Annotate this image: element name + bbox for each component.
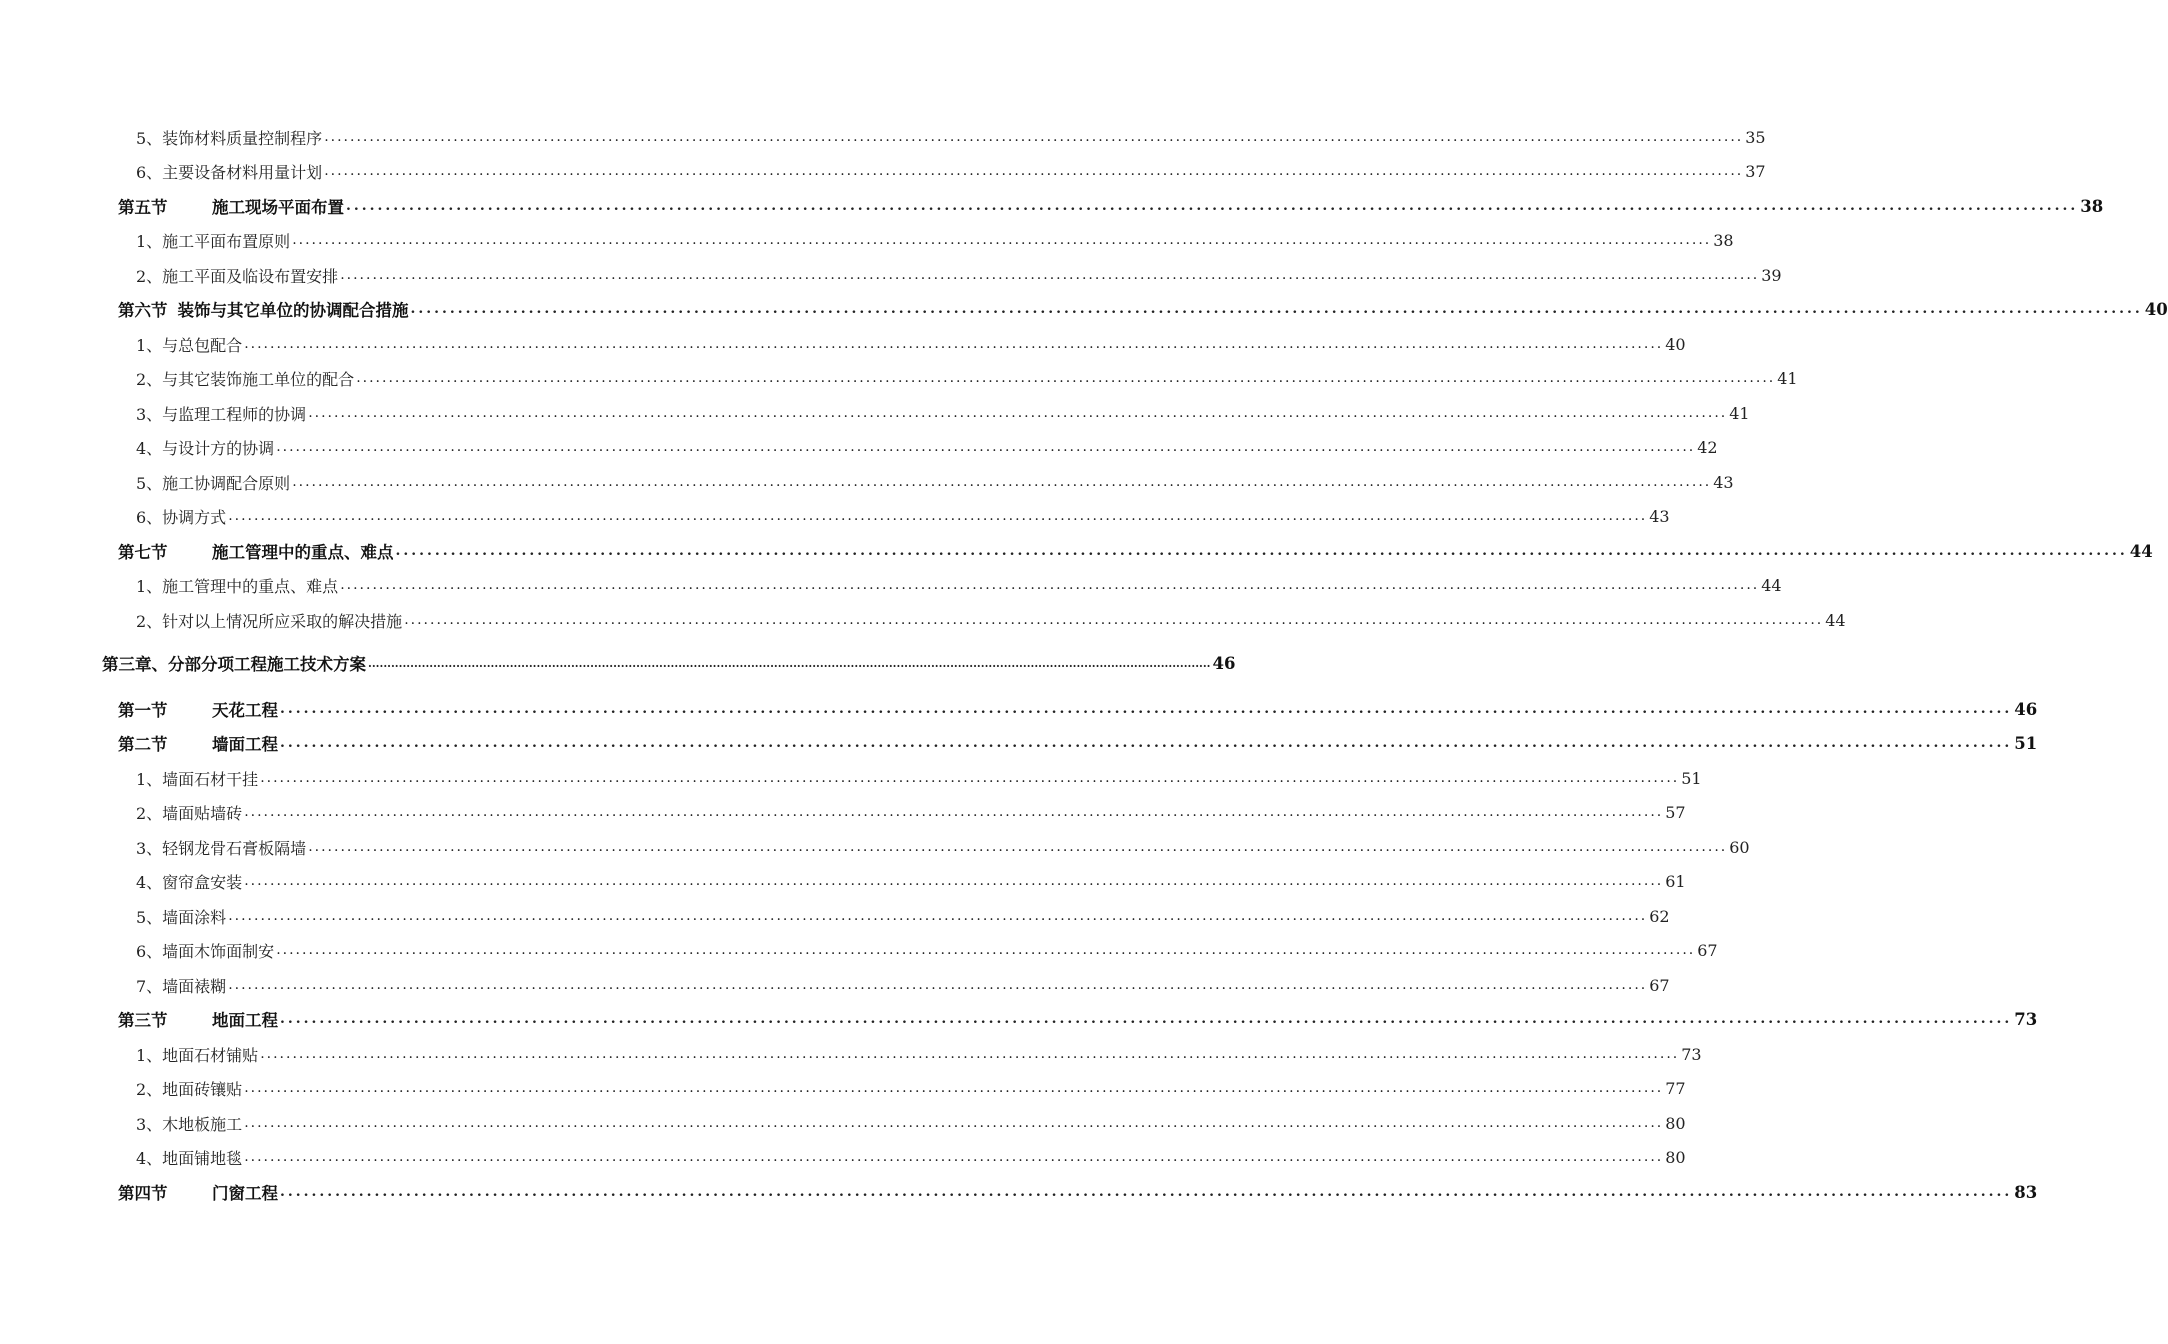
toc-section[interactable] [118,534,2153,568]
dot-leader: ............................................................................................................................................................................................................................ [244,873,1664,889]
dot-leader: ............................................................................................................................................................................................................................ [346,198,2079,214]
toc-item-label: 2、与其它装饰施工单位的配合 [136,369,355,389]
toc-page-number: 46 [2014,699,2038,719]
toc-item-label: 6、主要设备材料用量计划 [136,162,323,182]
toc-page-number: 44 [2129,541,2153,561]
toc-item[interactable] [136,430,1718,464]
toc-page-number: 41 [1729,403,1750,423]
toc-item[interactable] [136,603,1846,637]
toc-page-number: 38 [1713,230,1734,250]
dot-leader: ............................................................................................................................................................................................................................ [410,301,2143,317]
toc-item[interactable] [136,968,1670,1002]
dot-leader: ............................................................................................................................................................................................................................ [244,1115,1664,1131]
toc-section-title: 施工现场平面布置 [212,198,344,217]
toc-section-number: 第七节 [118,543,168,562]
toc-section-number: 第六节 [118,301,168,320]
toc-section[interactable] [118,292,2168,326]
toc-section-number: 第三节 [118,1011,168,1030]
toc-item-label: 2、针对以上情况所应采取的解决措施 [136,611,403,631]
toc-item[interactable] [136,499,1670,533]
toc-page-number: 37 [1745,161,1766,181]
toc-item[interactable] [136,258,1782,292]
toc-section-number: 第一节 [118,701,168,720]
dot-leader: ............................................................................................................................................................................................................................ [292,232,1712,248]
toc-page-number: 44 [1825,610,1846,630]
toc-item[interactable] [136,830,1750,864]
toc-item-label: 6、协调方式 [136,507,227,527]
toc-item[interactable] [136,795,1686,829]
toc-item-label: 6、墙面木饰面制安 [136,941,275,961]
toc-chapter-title: 第三章、分部分项工程施工技术方案 [102,655,366,674]
toc-page-number: 40 [2144,299,2168,319]
toc-item[interactable] [136,327,1686,361]
toc-page-number: 60 [1729,837,1750,857]
toc-section[interactable] [118,189,2104,223]
toc-page-number: 39 [1761,265,1782,285]
toc-page-number: 67 [1649,975,1670,995]
toc-page-number: 46 [1212,653,1236,673]
toc-item[interactable] [136,864,1686,898]
toc-page-number: 41 [1777,368,1798,388]
toc-page-number: 51 [1681,768,1702,788]
dot-leader: ............................................................................................................................................................................................................................ [244,804,1664,820]
dot-leader: ............................................................................................................................................................................................................................ [280,701,2013,717]
toc-item-label: 3、轻钢龙骨石膏板隔墙 [136,838,307,858]
toc-page-number: 77 [1665,1078,1686,1098]
dot-leader: ............................................................................................................................................................................................................................ [276,942,1696,958]
toc-item[interactable] [136,899,1670,933]
toc-item[interactable] [136,1106,1686,1140]
toc-page-number: 35 [1745,127,1766,147]
toc-page-number: 67 [1697,940,1718,960]
dot-leader: ............................................................................................................................................................................................................................ [308,839,1728,855]
toc-item-label: 1、地面石材铺贴 [136,1045,259,1065]
toc-item-label: 5、墙面涂料 [136,907,227,927]
toc-page-number: 62 [1649,906,1670,926]
toc-section[interactable] [118,1002,2038,1036]
dot-leader: ............................................................................................................................................................................................................................ [228,977,1648,993]
toc-page-number: 80 [1665,1113,1686,1133]
toc-item[interactable] [136,933,1718,967]
toc-item[interactable] [136,761,1702,795]
toc-item-label: 1、施工平面布置原则 [136,231,291,251]
toc-item-label: 1、施工管理中的重点、难点 [136,576,339,596]
toc-item-label: 3、木地板施工 [136,1114,243,1134]
toc-item-label: 3、与监理工程师的协调 [136,404,307,424]
toc-item-label: 2、施工平面及临设布置安排 [136,266,339,286]
toc-section[interactable] [118,1175,2038,1209]
toc-section-title: 门窗工程 [212,1184,278,1203]
toc-section-number: 第五节 [118,198,168,217]
toc-item-label: 2、墙面贴墙砖 [136,803,243,823]
toc-section-title: 地面工程 [212,1011,278,1030]
toc-chapter[interactable] [102,646,1236,680]
toc-page-number: 42 [1697,437,1718,457]
dot-leader: ............................................................................................................................................................................................................................ [260,770,1680,786]
dot-leader: ............................................................................................................................................................................................................................ [292,474,1712,490]
dot-leader: ............................................................................................................................................................................................................................ [368,656,1211,670]
toc-item[interactable] [136,1140,1686,1174]
toc-page-number: 83 [2014,1182,2038,1202]
toc-section-title: 墙面工程 [212,735,278,754]
toc-section-number: 第四节 [118,1184,168,1203]
toc-item[interactable] [136,120,1766,154]
dot-leader: ............................................................................................................................................................................................................................ [244,336,1664,352]
toc-section[interactable] [118,726,2038,760]
toc-item-label: 5、施工协调配合原则 [136,473,291,493]
toc-page-number: 80 [1665,1147,1686,1167]
toc-item-label: 4、窗帘盒安装 [136,872,243,892]
toc-section-title: 装饰与其它单位的协调配合措施 [177,301,409,320]
dot-leader: ............................................................................................................................................................................................................................ [228,508,1648,524]
toc-page-number: 51 [2014,733,2038,753]
toc-item-label: 4、地面铺地毯 [136,1148,243,1168]
dot-leader: ............................................................................................................................................................................................................................ [340,577,1760,593]
dot-leader: ............................................................................................................................................................................................................................ [340,267,1760,283]
toc-page-number: 73 [1681,1044,1702,1064]
toc-item[interactable] [136,154,1766,188]
dot-leader: ............................................................................................................................................................................................................................ [404,612,1824,628]
toc-section-number: 第二节 [118,735,168,754]
toc-item-label: 1、与总包配合 [136,335,243,355]
dot-leader: ............................................................................................................................................................................................................................ [244,1149,1664,1165]
toc-item[interactable] [136,223,1734,257]
dot-leader: ............................................................................................................................................................................................................................ [324,129,1744,145]
toc-page-number: 57 [1665,802,1686,822]
toc-section-title: 施工管理中的重点、难点 [212,543,394,562]
dot-leader: ............................................................................................................................................................................................................................ [324,163,1744,179]
dot-leader: ............................................................................................................................................................................................................................ [280,1011,2013,1027]
toc-item[interactable] [136,465,1734,499]
toc-item[interactable] [136,396,1750,430]
dot-leader: ............................................................................................................................................................................................................................ [356,370,1776,386]
dot-leader: ............................................................................................................................................................................................................................ [276,439,1696,455]
toc-page-number: 38 [2080,196,2104,216]
toc-item[interactable] [136,1037,1702,1071]
toc-page-number: 61 [1665,871,1686,891]
toc-page-number: 40 [1665,334,1686,354]
toc-item-label: 2、地面砖镶贴 [136,1079,243,1099]
dot-leader: ............................................................................................................................................................................................................................ [228,908,1648,924]
toc-item-label: 5、装饰材料质量控制程序 [136,128,323,148]
toc-item[interactable] [136,568,1782,602]
dot-leader: ............................................................................................................................................................................................................................ [395,543,2128,559]
dot-leader: ............................................................................................................................................................................................................................ [244,1080,1664,1096]
dot-leader: ............................................................................................................................................................................................................................ [308,405,1728,421]
toc-section[interactable] [118,692,2038,726]
toc-item[interactable] [136,361,1798,395]
toc-page-number: 43 [1649,506,1670,526]
toc-page-number: 73 [2014,1009,2038,1029]
toc-item-label: 7、墙面裱糊 [136,976,227,996]
toc-page-number: 43 [1713,472,1734,492]
toc-page-number: 44 [1761,575,1782,595]
dot-leader: ............................................................................................................................................................................................................................ [260,1046,1680,1062]
toc-item-label: 4、与设计方的协调 [136,438,275,458]
dot-leader: ............................................................................................................................................................................................................................ [280,735,2013,751]
toc-item-label: 1、墙面石材干挂 [136,769,259,789]
toc-item[interactable] [136,1071,1686,1105]
dot-leader: ............................................................................................................................................................................................................................ [280,1184,2013,1200]
toc-section-title: 天花工程 [212,701,278,720]
